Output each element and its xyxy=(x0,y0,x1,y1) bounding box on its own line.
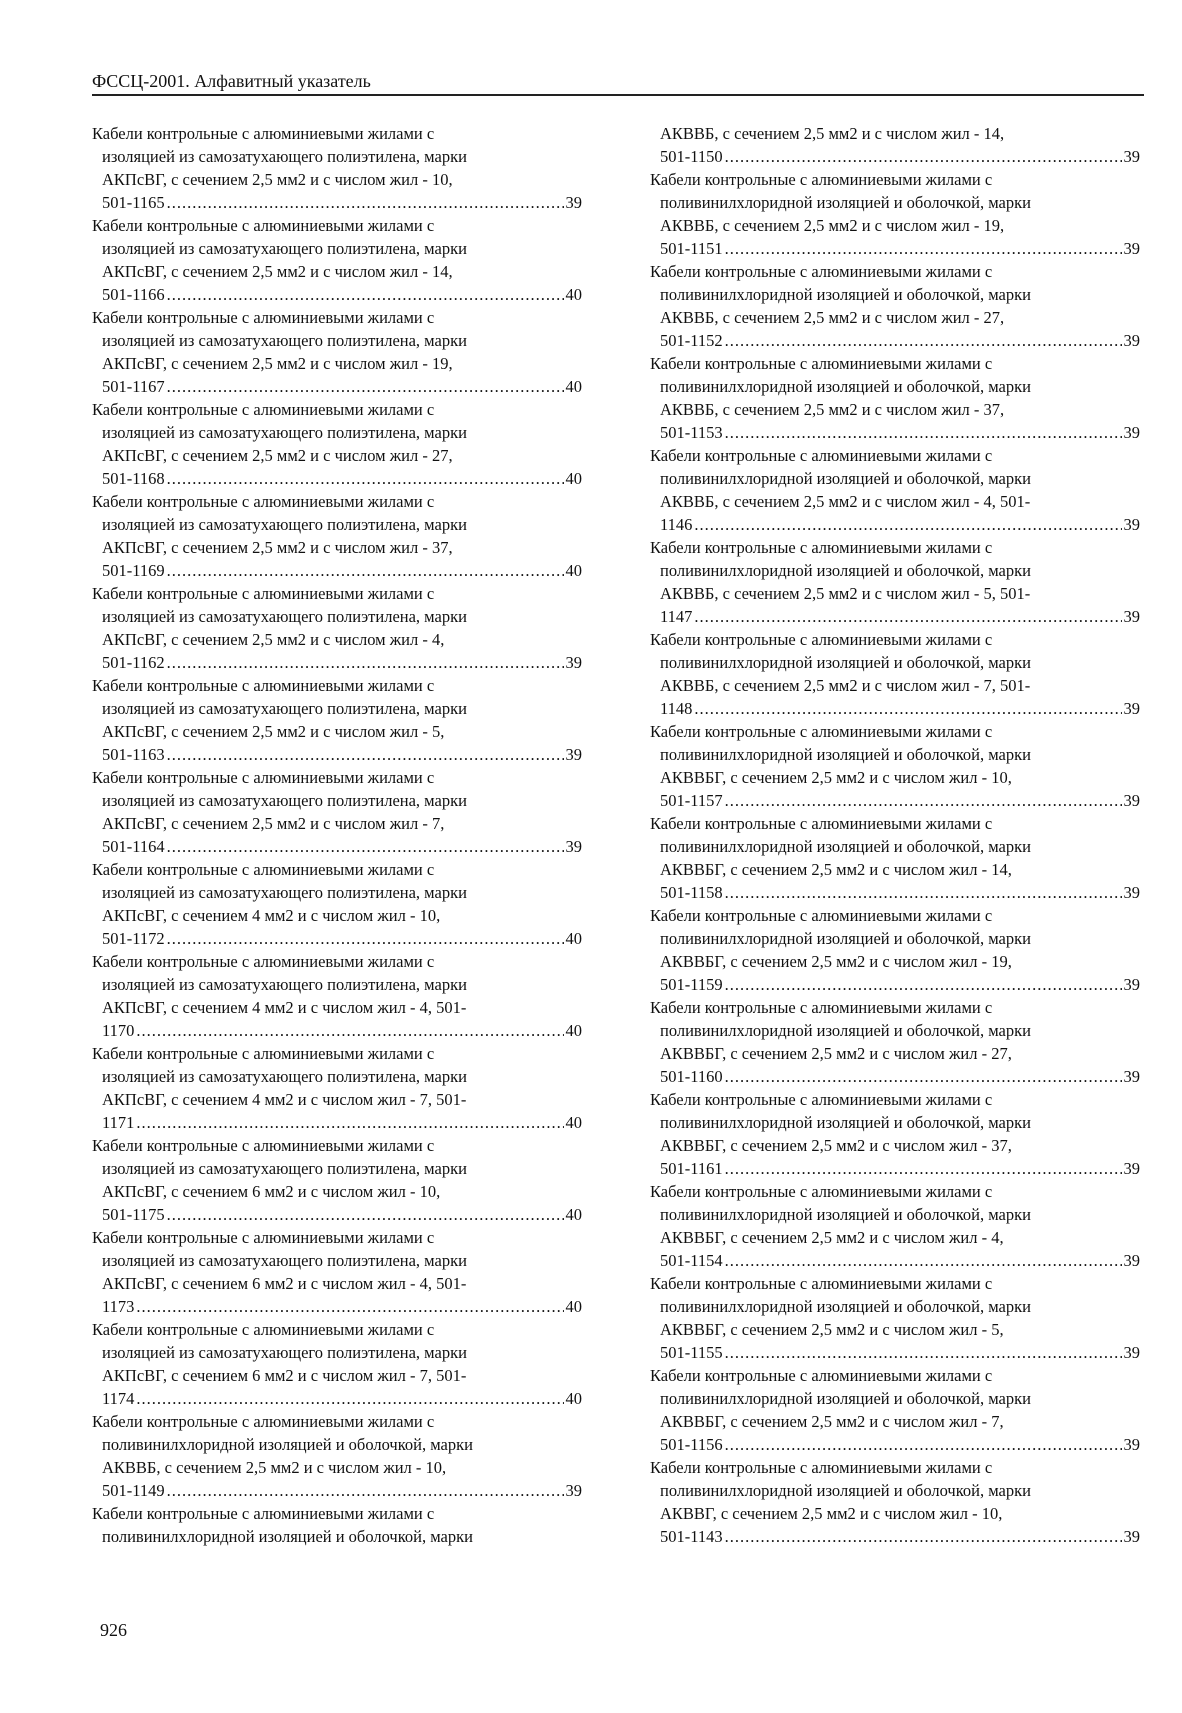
entry-text-line: Кабели контрольные с алюминиевыми жилами с xyxy=(650,262,993,281)
entry-text-line: АКПсВГ, с сечением 6 мм2 и с числом жил - 10, xyxy=(102,1182,441,1201)
entry-code: 501-1153 xyxy=(660,423,723,442)
entry-reference-line xyxy=(102,1111,582,1134)
entry-text-line: поливинилхлоридной изоляцией и оболочкой, марки xyxy=(102,1435,473,1454)
entry-text-line: АКВВГ, с сечением 2,5 мм2 и с числом жил - 10, xyxy=(660,1504,1003,1523)
dot-leader xyxy=(725,1433,1122,1456)
entry-text-line: Кабели контрольные с алюминиевыми жилами с xyxy=(92,1504,435,1523)
entry-text-line: АКПсВГ, с сечением 2,5 мм2 и с числом жил - 14, xyxy=(102,262,453,281)
dot-leader xyxy=(167,191,564,214)
entry-code: 1146 xyxy=(660,515,693,534)
entry-text-line: АКВВБ, с сечением 2,5 мм2 и с числом жил - 19, xyxy=(660,216,1005,235)
index-entry xyxy=(650,1272,1140,1364)
index-entry xyxy=(92,858,582,950)
entry-text-line: изоляцией из самозатухающего полиэтилена, марки xyxy=(102,1343,467,1362)
index-entry xyxy=(92,766,582,858)
dot-leader xyxy=(725,973,1122,996)
entry-reference-line xyxy=(660,329,1140,352)
entry-code: 1170 xyxy=(102,1021,135,1040)
entry-text-line: Кабели контрольные с алюминиевыми жилами с xyxy=(92,1136,435,1155)
entry-text-line: АКПсВГ, с сечением 6 мм2 и с числом жил - 7, 501- xyxy=(102,1366,467,1385)
entry-reference-line xyxy=(660,973,1140,996)
entry-reference-line xyxy=(660,1341,1140,1364)
entry-code: 501-1164 xyxy=(102,837,165,856)
entry-reference-line xyxy=(660,237,1140,260)
entry-text-line: Кабели контрольные с алюминиевыми жилами с xyxy=(650,998,993,1017)
entry-code: 501-1143 xyxy=(660,1527,723,1546)
entry-reference-line xyxy=(660,421,1140,444)
entry-text-line: изоляцией из самозатухающего полиэтилена, марки xyxy=(102,975,467,994)
entry-text-line: поливинилхлоридной изоляцией и оболочкой, марки xyxy=(660,1389,1031,1408)
entry-reference-line xyxy=(102,375,582,398)
entry-page-number: 39 xyxy=(1123,1251,1140,1270)
header-rule xyxy=(92,94,1144,96)
entry-reference-line xyxy=(102,191,582,214)
dot-leader xyxy=(167,1203,564,1226)
left-column xyxy=(92,122,582,1548)
dot-leader xyxy=(136,1019,563,1042)
entry-page-number: 39 xyxy=(1123,607,1140,626)
entry-text-line: АКПсВГ, с сечением 2,5 мм2 и с числом жил - 37, xyxy=(102,538,453,557)
entry-code: 501-1151 xyxy=(660,239,723,258)
entry-text-line: Кабели контрольные с алюминиевыми жилами с xyxy=(92,1412,435,1431)
entry-page-number: 39 xyxy=(1123,883,1140,902)
entry-code: 501-1159 xyxy=(660,975,723,994)
entry-text-line: Кабели контрольные с алюминиевыми жилами с xyxy=(650,1274,993,1293)
entry-text-line: изоляцией из самозатухающего полиэтилена, марки xyxy=(102,883,467,902)
entry-page-number: 39 xyxy=(1123,975,1140,994)
index-entry xyxy=(650,628,1140,720)
entry-text-line: Кабели контрольные с алюминиевыми жилами с xyxy=(650,354,993,373)
entry-text-line: изоляцией из самозатухающего полиэтилена, марки xyxy=(102,515,467,534)
entry-text-line: АКВВБГ, с сечением 2,5 мм2 и с числом жил - 37, xyxy=(660,1136,1012,1155)
entry-text-line: АКВВБГ, с сечением 2,5 мм2 и с числом жил - 10, xyxy=(660,768,1012,787)
entry-code: 501-1150 xyxy=(660,147,723,166)
entry-text-line: поливинилхлоридной изоляцией и оболочкой, марки xyxy=(660,561,1031,580)
entry-text-line: Кабели контрольные с алюминиевыми жилами с xyxy=(92,400,435,419)
entry-code: 501-1155 xyxy=(660,1343,723,1362)
entry-text-line: Кабели контрольные с алюминиевыми жилами с xyxy=(650,814,993,833)
index-entry xyxy=(92,214,582,306)
entry-text-line: поливинилхлоридной изоляцией и оболочкой, марки xyxy=(660,929,1031,948)
dot-leader xyxy=(167,651,564,674)
index-entry xyxy=(650,168,1140,260)
dot-leader xyxy=(725,789,1122,812)
dot-leader xyxy=(725,329,1122,352)
index-entry xyxy=(650,1088,1140,1180)
entry-reference-line xyxy=(660,881,1140,904)
entry-code: 1171 xyxy=(102,1113,135,1132)
entry-text-line: АКПсВГ, с сечением 2,5 мм2 и с числом жил - 27, xyxy=(102,446,453,465)
index-entry xyxy=(650,444,1140,536)
entry-page-number: 39 xyxy=(1123,791,1140,810)
entry-text-line: Кабели контрольные с алюминиевыми жилами с xyxy=(92,1320,435,1339)
entry-code: 501-1168 xyxy=(102,469,165,488)
entry-text-line: поливинилхлоридной изоляцией и оболочкой, марки xyxy=(660,377,1031,396)
right-column xyxy=(650,122,1140,1548)
index-entry xyxy=(650,812,1140,904)
entry-text-line: АКВВБГ, с сечением 2,5 мм2 и с числом жил - 7, xyxy=(660,1412,1004,1431)
entry-text-line: Кабели контрольные с алюминиевыми жилами с xyxy=(92,1228,435,1247)
dot-leader xyxy=(167,467,564,490)
entry-text-line: АКПсВГ, с сечением 2,5 мм2 и с числом жил - 5, xyxy=(102,722,445,741)
entry-page-number: 40 xyxy=(565,377,582,396)
entry-text-line: АКВВБГ, с сечением 2,5 мм2 и с числом жил - 14, xyxy=(660,860,1012,879)
entry-page-number: 40 xyxy=(565,1389,582,1408)
entry-page-number: 39 xyxy=(1123,423,1140,442)
dot-leader xyxy=(694,697,1121,720)
entry-text-line: поливинилхлоридной изоляцией и оболочкой, марки xyxy=(660,1481,1031,1500)
entry-text-line: поливинилхлоридной изоляцией и оболочкой, марки xyxy=(102,1527,473,1546)
entry-text-line: поливинилхлоридной изоляцией и оболочкой, марки xyxy=(660,837,1031,856)
entry-text-line: Кабели контрольные с алюминиевыми жилами с xyxy=(92,308,435,327)
entry-text-line: поливинилхлоридной изоляцией и оболочкой, марки xyxy=(660,1021,1031,1040)
entry-reference-line xyxy=(660,513,1140,536)
dot-leader xyxy=(136,1295,563,1318)
entry-text-line: изоляцией из самозатухающего полиэтилена, марки xyxy=(102,699,467,718)
entry-text-line: АКВВБ, с сечением 2,5 мм2 и с числом жил - 4, 501- xyxy=(660,492,1031,511)
entry-text-line: поливинилхлоридной изоляцией и оболочкой, марки xyxy=(660,1205,1031,1224)
entry-code: 501-1154 xyxy=(660,1251,723,1270)
entry-text-line: Кабели контрольные с алюминиевыми жилами с xyxy=(650,1458,993,1477)
entry-code: 501-1163 xyxy=(102,745,165,764)
entry-code: 501-1167 xyxy=(102,377,165,396)
dot-leader xyxy=(725,1157,1122,1180)
entry-reference-line xyxy=(660,1525,1140,1548)
entry-page-number: 39 xyxy=(565,837,582,856)
index-entry xyxy=(650,1180,1140,1272)
entry-text-line: АКПсВГ, с сечением 4 мм2 и с числом жил - 10, xyxy=(102,906,441,925)
entry-code: 501-1175 xyxy=(102,1205,165,1224)
entry-reference-line xyxy=(102,1479,582,1502)
entry-reference-line xyxy=(102,835,582,858)
entry-text-line: изоляцией из самозатухающего полиэтилена, марки xyxy=(102,1251,467,1270)
dot-leader xyxy=(167,283,564,306)
entry-text-line: изоляцией из самозатухающего полиэтилена, марки xyxy=(102,791,467,810)
entry-reference-line xyxy=(660,789,1140,812)
index-entry xyxy=(650,536,1140,628)
index-entry xyxy=(92,122,582,214)
dot-leader xyxy=(167,743,564,766)
index-entry xyxy=(650,720,1140,812)
entry-reference-line xyxy=(102,467,582,490)
entry-text-line: АКВВБГ, с сечением 2,5 мм2 и с числом жил - 19, xyxy=(660,952,1012,971)
entry-text-line: АКВВБ, с сечением 2,5 мм2 и с числом жил - 10, xyxy=(102,1458,447,1477)
entry-text-line: АКВВБ, с сечением 2,5 мм2 и с числом жил - 37, xyxy=(660,400,1005,419)
index-entry xyxy=(92,1318,582,1410)
entry-page-number: 39 xyxy=(1123,147,1140,166)
entry-code: 1174 xyxy=(102,1389,135,1408)
entry-text-line: поливинилхлоридной изоляцией и оболочкой, марки xyxy=(660,745,1031,764)
dot-leader xyxy=(725,1249,1122,1272)
entry-text-line: АКВВБ, с сечением 2,5 мм2 и с числом жил - 14, xyxy=(660,124,1005,143)
entry-page-number: 39 xyxy=(1123,1067,1140,1086)
entry-text-line: АКПсВГ, с сечением 2,5 мм2 и с числом жил - 7, xyxy=(102,814,445,833)
entry-page-number: 39 xyxy=(1123,1527,1140,1546)
entry-reference-line xyxy=(102,1203,582,1226)
entry-code: 501-1152 xyxy=(660,331,723,350)
dot-leader xyxy=(136,1111,563,1134)
entry-text-line: Кабели контрольные с алюминиевыми жилами с xyxy=(650,446,993,465)
entry-text-line: Кабели контрольные с алюминиевыми жилами с xyxy=(92,676,435,695)
entry-code: 501-1158 xyxy=(660,883,723,902)
entry-reference-line xyxy=(102,283,582,306)
entry-reference-line xyxy=(102,927,582,950)
index-entry xyxy=(92,1410,582,1502)
entry-text-line: Кабели контрольные с алюминиевыми жилами с xyxy=(92,492,435,511)
dot-leader xyxy=(725,1065,1122,1088)
entry-text-line: поливинилхлоридной изоляцией и оболочкой, марки xyxy=(660,1297,1031,1316)
dot-leader xyxy=(694,513,1121,536)
entry-text-line: АКВВБГ, с сечением 2,5 мм2 и с числом жил - 5, xyxy=(660,1320,1004,1339)
entry-code: 501-1172 xyxy=(102,929,165,948)
entry-text-line: поливинилхлоридной изоляцией и оболочкой, марки xyxy=(660,193,1031,212)
index-entry xyxy=(92,1134,582,1226)
entry-text-line: Кабели контрольные с алюминиевыми жилами с xyxy=(650,630,993,649)
entry-text-line: АКВВБ, с сечением 2,5 мм2 и с числом жил - 5, 501- xyxy=(660,584,1031,603)
entry-text-line: Кабели контрольные с алюминиевыми жилами с xyxy=(650,1366,993,1385)
entry-page-number: 39 xyxy=(565,745,582,764)
entry-text-line: Кабели контрольные с алюминиевыми жилами с xyxy=(92,216,435,235)
entry-code: 501-1166 xyxy=(102,285,165,304)
entry-text-line: поливинилхлоридной изоляцией и оболочкой, марки xyxy=(660,653,1031,672)
entry-text-line: Кабели контрольные с алюминиевыми жилами с xyxy=(650,906,993,925)
entry-text-line: Кабели контрольные с алюминиевыми жилами с xyxy=(92,768,435,787)
entry-code: 501-1162 xyxy=(102,653,165,672)
entry-text-line: АКПсВГ, с сечением 2,5 мм2 и с числом жил - 4, xyxy=(102,630,445,649)
dot-leader xyxy=(167,559,564,582)
entry-text-line: поливинилхлоридной изоляцией и оболочкой, марки xyxy=(660,285,1031,304)
entry-reference-line xyxy=(102,1295,582,1318)
index-entry xyxy=(92,950,582,1042)
dot-leader xyxy=(725,1525,1122,1548)
entry-text-line: АКВВБ, с сечением 2,5 мм2 и с числом жил - 7, 501- xyxy=(660,676,1031,695)
entry-reference-line xyxy=(660,1249,1140,1272)
entry-code: 501-1160 xyxy=(660,1067,723,1086)
entry-text-line: изоляцией из самозатухающего полиэтилена, марки xyxy=(102,423,467,442)
entry-reference-line xyxy=(102,743,582,766)
entry-text-line: АКПсВГ, с сечением 4 мм2 и с числом жил - 7, 501- xyxy=(102,1090,467,1109)
index-entry xyxy=(650,1364,1140,1456)
entry-reference-line xyxy=(102,651,582,674)
entry-code: 1147 xyxy=(660,607,693,626)
index-entry xyxy=(92,674,582,766)
entry-text-line: изоляцией из самозатухающего полиэтилена, марки xyxy=(102,1067,467,1086)
entry-page-number: 39 xyxy=(565,193,582,212)
entry-reference-line xyxy=(660,1065,1140,1088)
entry-page-number: 39 xyxy=(1123,515,1140,534)
entry-page-number: 39 xyxy=(1123,239,1140,258)
index-entry xyxy=(650,352,1140,444)
entry-text-line: изоляцией из самозатухающего полиэтилена, марки xyxy=(102,1159,467,1178)
entry-text-line: изоляцией из самозатухающего полиэтилена, марки xyxy=(102,331,467,350)
entry-text-line: АКВВБГ, с сечением 2,5 мм2 и с числом жил - 27, xyxy=(660,1044,1012,1063)
entry-text-line: Кабели контрольные с алюминиевыми жилами с xyxy=(92,584,435,603)
entry-text-line: Кабели контрольные с алюминиевыми жилами с xyxy=(92,124,435,143)
dot-leader xyxy=(725,145,1122,168)
entry-page-number: 39 xyxy=(1123,699,1140,718)
entry-page-number: 39 xyxy=(1123,1159,1140,1178)
entry-reference-line xyxy=(660,1433,1140,1456)
entry-page-number: 40 xyxy=(565,561,582,580)
dot-leader xyxy=(167,375,564,398)
index-entry xyxy=(92,1502,582,1548)
entry-text-line: Кабели контрольные с алюминиевыми жилами с xyxy=(650,1182,993,1201)
entry-text-line: Кабели контрольные с алюминиевыми жилами с xyxy=(92,860,435,879)
index-entry xyxy=(92,1226,582,1318)
entry-page-number: 39 xyxy=(1123,331,1140,350)
entry-text-line: изоляцией из самозатухающего полиэтилена, марки xyxy=(102,607,467,626)
entry-text-line: АКВВБ, с сечением 2,5 мм2 и с числом жил - 27, xyxy=(660,308,1005,327)
entry-page-number: 40 xyxy=(565,1205,582,1224)
entry-reference-line xyxy=(102,559,582,582)
dot-leader xyxy=(167,927,564,950)
dot-leader xyxy=(136,1387,563,1410)
entry-text-line: изоляцией из самозатухающего полиэтилена, марки xyxy=(102,239,467,258)
entry-code: 501-1169 xyxy=(102,561,165,580)
index-entry xyxy=(650,996,1140,1088)
entry-text-line: Кабели контрольные с алюминиевыми жилами с xyxy=(92,952,435,971)
entry-code: 501-1156 xyxy=(660,1435,723,1454)
index-entry xyxy=(650,904,1140,996)
entry-text-line: изоляцией из самозатухающего полиэтилена, марки xyxy=(102,147,467,166)
entry-text-line: АКПсВГ, с сечением 2,5 мм2 и с числом жил - 10, xyxy=(102,170,453,189)
dot-leader xyxy=(725,237,1122,260)
entry-code: 1173 xyxy=(102,1297,135,1316)
entry-page-number: 40 xyxy=(565,1297,582,1316)
entry-text-line: поливинилхлоридной изоляцией и оболочкой, марки xyxy=(660,469,1031,488)
entry-text-line: Кабели контрольные с алюминиевыми жилами с xyxy=(92,1044,435,1063)
entry-code: 501-1157 xyxy=(660,791,723,810)
entry-text-line: АКПсВГ, с сечением 6 мм2 и с числом жил - 4, 501- xyxy=(102,1274,467,1293)
entry-reference-line xyxy=(102,1387,582,1410)
entry-code: 1148 xyxy=(660,699,693,718)
entry-page-number: 40 xyxy=(565,1021,582,1040)
entry-reference-line xyxy=(660,605,1140,628)
entry-text-line: АКПсВГ, с сечением 2,5 мм2 и с числом жил - 19, xyxy=(102,354,453,373)
page-header-title: ФССЦ-2001. Алфавитный указатель xyxy=(92,71,371,91)
entry-page-number: 40 xyxy=(565,285,582,304)
dot-leader xyxy=(167,835,564,858)
entry-code: 501-1165 xyxy=(102,193,165,212)
entry-reference-line xyxy=(660,1157,1140,1180)
entry-page-number: 39 xyxy=(1123,1343,1140,1362)
entry-page-number: 39 xyxy=(565,653,582,672)
entry-page-number: 40 xyxy=(565,469,582,488)
index-entry xyxy=(92,398,582,490)
entry-reference-line xyxy=(660,145,1140,168)
entry-code: 501-1161 xyxy=(660,1159,723,1178)
entry-code: 501-1149 xyxy=(102,1481,165,1500)
entry-text-line: Кабели контрольные с алюминиевыми жилами с xyxy=(650,722,993,741)
entry-page-number: 39 xyxy=(1123,1435,1140,1454)
index-entry xyxy=(92,1042,582,1134)
index-entry xyxy=(650,1456,1140,1548)
entry-text-line: Кабели контрольные с алюминиевыми жилами с xyxy=(650,538,993,557)
entry-text-line: Кабели контрольные с алюминиевыми жилами с xyxy=(650,1090,993,1109)
dot-leader xyxy=(725,881,1122,904)
entry-text-line: АКПсВГ, с сечением 4 мм2 и с числом жил - 4, 501- xyxy=(102,998,467,1017)
dot-leader xyxy=(725,1341,1122,1364)
index-entry xyxy=(660,122,1140,168)
entry-page-number: 39 xyxy=(565,1481,582,1500)
entry-reference-line xyxy=(660,697,1140,720)
index-entry xyxy=(92,582,582,674)
entry-page-number: 40 xyxy=(565,929,582,948)
entry-text-line: АКВВБГ, с сечением 2,5 мм2 и с числом жил - 4, xyxy=(660,1228,1004,1247)
index-entry xyxy=(650,260,1140,352)
page-number: 926 xyxy=(100,1620,127,1640)
index-entry xyxy=(92,306,582,398)
entry-text-line: поливинилхлоридной изоляцией и оболочкой, марки xyxy=(660,1113,1031,1132)
entry-reference-line xyxy=(102,1019,582,1042)
dot-leader xyxy=(694,605,1121,628)
entry-text-line: Кабели контрольные с алюминиевыми жилами с xyxy=(650,170,993,189)
index-entry xyxy=(92,490,582,582)
dot-leader xyxy=(725,421,1122,444)
dot-leader xyxy=(167,1479,564,1502)
entry-page-number: 40 xyxy=(565,1113,582,1132)
